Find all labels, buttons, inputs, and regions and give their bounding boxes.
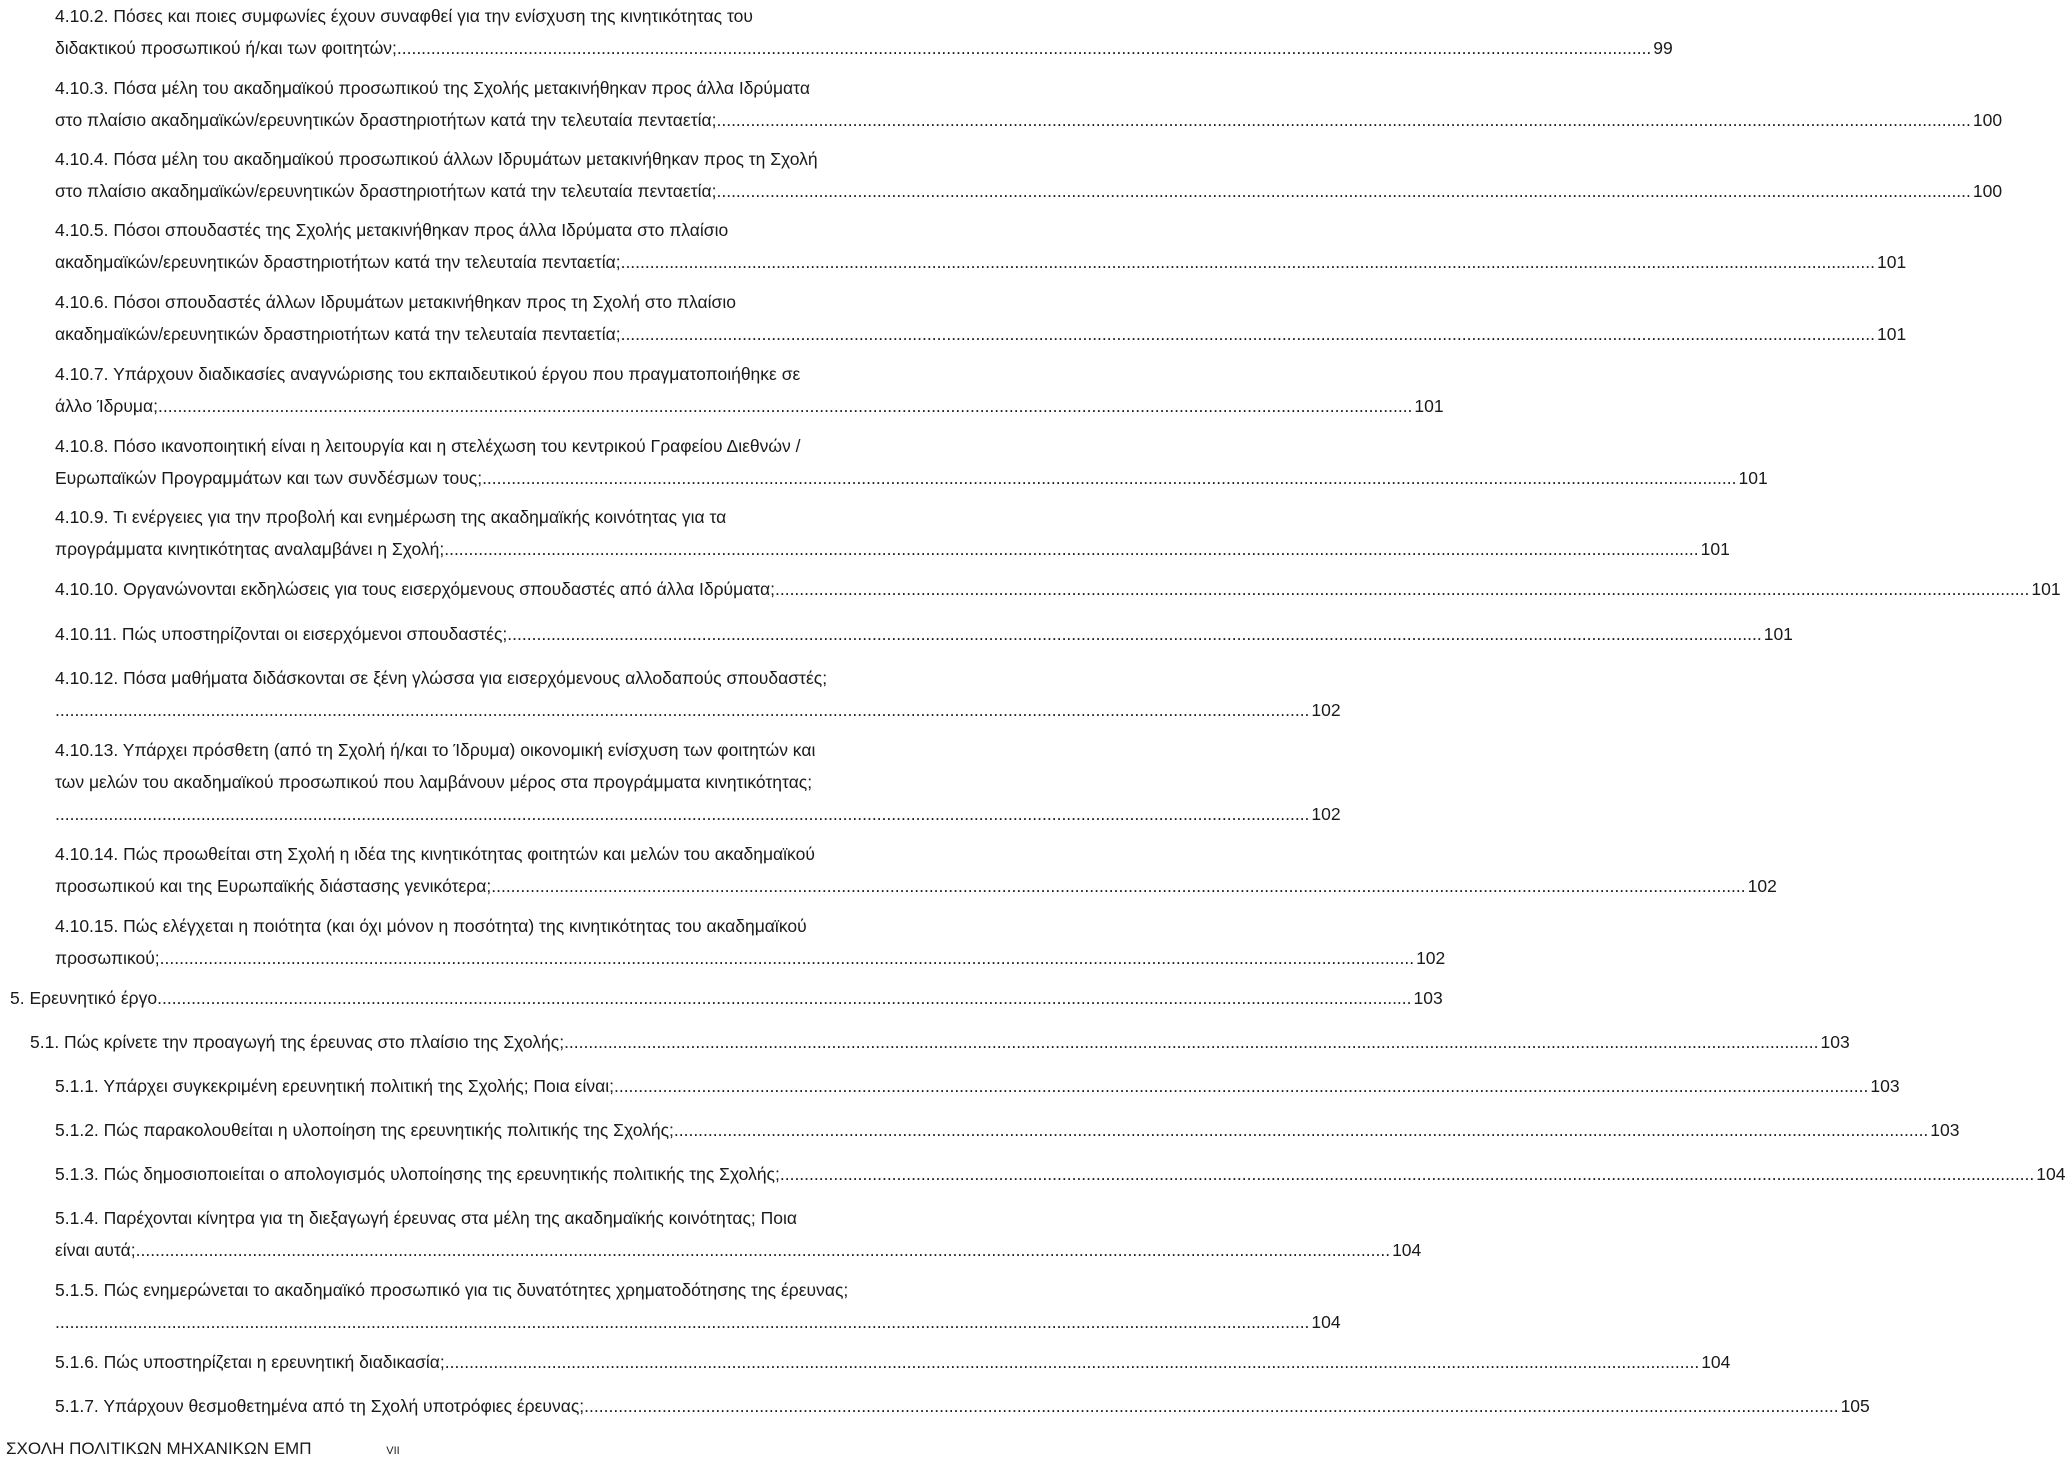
toc-text: 5.1.2. Πώς παρακολουθείται η υλοποίηση της ερευνητικής πολιτικής της Σχολής; (55, 1120, 674, 1140)
toc-page: 101 (1763, 624, 1793, 644)
toc-page: 103 (1930, 1120, 1960, 1140)
toc-page: 102 (1311, 804, 1341, 824)
toc-line: 4.10.3. Πόσα μέλη του ακαδημαϊκού προσωπικού της Σχολής μετακινήθηκαν προς άλλα Ιδρύματα (55, 78, 810, 98)
page-footer (6, 1437, 400, 1463)
toc-line: 4.10.9. Τι ενέργειες για την προβολή και ενημέρωση της ακαδημαϊκής κοινότητας για τα (55, 507, 727, 527)
footer-school-name: ΣΧΟΛΗ ΠΟΛΙΤΙΚΩΝ ΜΗΧΑΝΙΚΩΝ ΕΜΠ (6, 1439, 312, 1458)
toc-text: 5.1. Πώς κρίνετε την προαγωγή της έρευνας στο πλαίσιο της Σχολής; (30, 1032, 565, 1052)
toc-line: 4.10.14. Πώς προωθείται στη Σχολή η ιδέα της κινητικότητας φοιτητών και μελών του ακαδημαϊκού (55, 844, 815, 864)
toc-text: προσωπικού και της Ευρωπαϊκής διάστασης γενικότερα; (55, 876, 492, 896)
toc-entry-5-1-6[interactable] (55, 1346, 1731, 1378)
toc-line: 5.1.4. Παρέχονται κίνητρα για τη διεξαγωγή έρευνας στα μέλη της ακαδημαϊκής κοινότητας; Ποια (55, 1208, 798, 1228)
toc-text: 5.1.6. Πώς υποστηρίζεται η ερευνητική διαδικασία; (55, 1352, 445, 1372)
toc-entry-4-10-14[interactable] (55, 838, 1777, 902)
toc-entry-4-10-5[interactable] (55, 214, 1907, 278)
toc-line: 4.10.4. Πόσα μέλη του ακαδημαϊκού προσωπικού άλλων Ιδρυμάτων μετακινήθηκαν προς τη Σχολή (55, 149, 818, 169)
toc-line: 4.10.13. Υπάρχει πρόσθετη (από τη Σχολή ή/και το Ίδρυμα) οικονομική ενίσχυση των φοιτητών και (55, 740, 816, 760)
toc-page: 105 (1840, 1396, 1870, 1416)
toc-page: 104 (1701, 1352, 1731, 1372)
toc-entry-5[interactable] (10, 982, 1443, 1014)
toc-entry-4-10-3[interactable] (55, 72, 2003, 136)
toc-text: Ευρωπαϊκών Προγραμμάτων και των συνδέσμων τους; (55, 468, 483, 488)
toc-page: 104 (1311, 1312, 1341, 1332)
toc-entry-4-10-10[interactable] (55, 573, 2061, 605)
toc-line: 4.10.2. Πόσες και ποιες συμφωνίες έχουν συναφθεί για την ενίσχυση της κινητικότητας του (55, 6, 753, 26)
toc-line: 5.1.5. Πώς ενημερώνεται το ακαδημαϊκό προσωπικό για τις δυνατότητες χρηματοδότησης της έρευνας; (55, 1280, 849, 1300)
toc-text: άλλο Ίδρυμα; (55, 396, 158, 416)
toc-text: 5.1.1. Υπάρχει συγκεκριμένη ερευνητική πολιτική της Σχολής; Ποια είναι; (55, 1076, 614, 1096)
toc-line: 4.10.15. Πώς ελέγχεται η ποιότητα (και όχι μόνον η ποσότητα) της κινητικότητας του ακαδημαϊκού (55, 916, 807, 936)
toc-entry-4-10-4[interactable] (55, 143, 2003, 207)
toc-text: 4.10.11. Πώς υποστηρίζονται οι εισερχόμενοι σπουδαστές; (55, 624, 508, 644)
toc-page: 102 (1416, 948, 1446, 968)
toc-line: 4.10.5. Πόσοι σπουδαστές της Σχολής μετακινήθηκαν προς άλλα Ιδρύματα στο πλαίσιο (55, 220, 729, 240)
toc-page: 101 (1877, 324, 1907, 344)
toc-entry-4-10-13[interactable] (55, 734, 1341, 830)
toc-page: 104 (2036, 1164, 2065, 1184)
toc-text: στο πλαίσιο ακαδημαϊκών/ερευνητικών δραστηριοτήτων κατά την τελευταία πενταετία; (55, 110, 717, 130)
toc-entry-5-1-4[interactable] (55, 1202, 1422, 1266)
toc-page: 101 (1877, 252, 1907, 272)
toc-entry-4-10-7[interactable] (55, 358, 1444, 422)
toc-line: των μελών του ακαδημαϊκού προσωπικού που λαμβάνουν μέρος στα προγράμματα κινητικότητας; (55, 772, 813, 792)
toc-page: 103 (1870, 1076, 1900, 1096)
toc-page: 104 (1392, 1240, 1422, 1260)
toc-entry-4-10-2[interactable] (55, 0, 1673, 64)
toc-page: 99 (1653, 38, 1673, 58)
toc-entry-5-1-3[interactable] (55, 1158, 2065, 1190)
toc-text: είναι αυτά; (55, 1240, 136, 1260)
toc-page: 100 (1972, 181, 2003, 201)
toc-page: 100 (1972, 110, 2003, 130)
toc-entry-5-1-1[interactable] (55, 1070, 1900, 1102)
toc-entry-4-10-15[interactable] (55, 910, 1446, 974)
toc-entry-4-10-9[interactable] (55, 501, 1730, 565)
toc-page: 101 (1738, 468, 1768, 488)
toc-entry-5-1-2[interactable] (55, 1114, 1960, 1146)
toc-entry-4-10-11[interactable] (55, 618, 1793, 650)
toc-text: 5.1.3. Πώς δημοσιοποιείται ο απολογισμός υλοποίησης της ερευνητικής πολιτικής της Σχολής; (55, 1164, 780, 1184)
toc-page: 101 (1700, 539, 1730, 559)
toc-page: 102 (1747, 876, 1777, 896)
toc-page: 101 (1414, 396, 1444, 416)
toc-line: 4.10.7. Υπάρχουν διαδικασίες αναγνώρισης του εκπαιδευτικού έργου που πραγματοποιήθηκε σε (55, 364, 801, 384)
toc-text: ακαδημαϊκών/ερευνητικών δραστηριοτήτων κατά την τελευταία πενταετία; (55, 252, 621, 272)
toc-line: 4.10.6. Πόσοι σπουδαστές άλλων Ιδρυμάτων μετακινήθηκαν προς τη Σχολή στο πλαίσιο (55, 292, 736, 312)
toc-line: 4.10.12. Πόσα μαθήματα διδάσκονται σε ξένη γλώσσα για εισερχόμενους αλλοδαπούς σπουδαστές; (55, 668, 828, 688)
toc-entry-5-1-5[interactable] (55, 1274, 1341, 1338)
toc-text: διδακτικού προσωπικού ή/και των φοιτητών; (55, 38, 397, 58)
toc-text: στο πλαίσιο ακαδημαϊκών/ερευνητικών δραστηριοτήτων κατά την τελευταία πενταετία; (55, 181, 717, 201)
toc-text: 5. Ερευνητικό έργο (10, 988, 158, 1008)
toc-page: 101 (2031, 579, 2061, 599)
toc-page: 103 (1413, 988, 1443, 1008)
toc-entry-5-1[interactable] (30, 1026, 1850, 1058)
toc-text: προγράμματα κινητικότητας αναλαμβάνει η Σχολή; (55, 539, 445, 559)
toc-text: ακαδημαϊκών/ερευνητικών δραστηριοτήτων κατά την τελευταία πενταετία; (55, 324, 621, 344)
toc-entry-5-1-7[interactable] (55, 1390, 1870, 1422)
toc-text: 5.1.7. Υπάρχουν θεσμοθετημένα από τη Σχολή υποτρόφιες έρευνας; (55, 1396, 585, 1416)
toc-entry-4-10-8[interactable] (55, 430, 1768, 494)
toc-page: 103 (1820, 1032, 1850, 1052)
toc-page: 102 (1311, 700, 1341, 720)
toc-entry-4-10-6[interactable] (55, 286, 1907, 350)
toc-text: 4.10.10. Οργανώνονται εκδηλώσεις για τους εισερχόμενους σπουδαστές από άλλα Ιδρύματα; (55, 579, 775, 599)
toc-entry-4-10-12[interactable] (55, 662, 1341, 726)
toc-line: 4.10.8. Πόσο ικανοποιητική είναι η λειτουργία και η στελέχωση του κεντρικού Γραφείου Διεθνών / (55, 436, 801, 456)
toc-text: προσωπικού; (55, 948, 160, 968)
footer-page-number: VII (386, 1445, 400, 1457)
